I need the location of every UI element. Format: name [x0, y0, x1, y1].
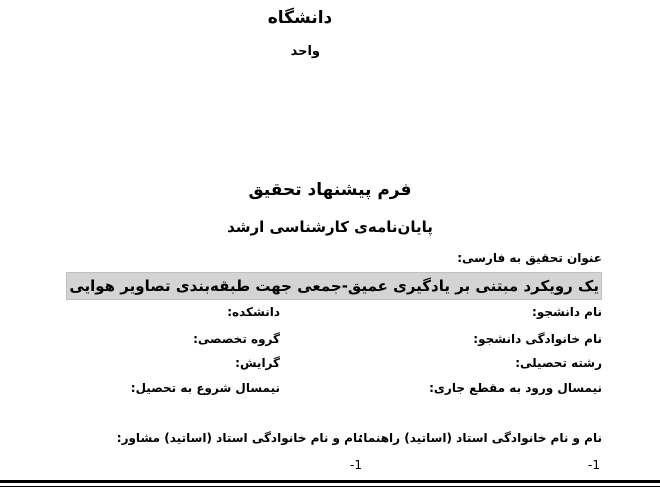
footer-divider-thick: [0, 480, 660, 483]
advisor-label: نام و نام خانوادگی استاد (اساتید) راهنما:: [358, 431, 602, 445]
field-of-study-label: رشته تحصیلی:: [515, 356, 602, 370]
student-family-name-label: نام خانوادگی دانشجو:: [473, 332, 602, 346]
consultant-item-1: -1: [350, 458, 362, 472]
form-subtitle: پایان‌نامه‌ی کارشناسی ارشد: [227, 218, 433, 236]
consultant-label: نام و نام خانوادگی استاد (اساتید) مشاور:: [116, 431, 362, 445]
research-title-label: عنوان تحقیق به فارسی:: [457, 251, 602, 265]
unit-label: واحد: [290, 44, 320, 59]
start-semester-label: نیمسال شروع به تحصیل:: [130, 381, 280, 395]
entry-semester-label: نیمسال ورود به مقطع جاری:: [429, 381, 602, 395]
university-label: دانشگاه: [267, 8, 333, 28]
research-title-field[interactable]: یک رویکرد مبتنی بر یادگیری عمیق-جمعی جهت طبقه‌بندی تصاویر هوایی: [66, 272, 602, 300]
advisor-item-1: -1: [588, 458, 600, 472]
footer-divider-thin: [0, 486, 660, 487]
student-name-label: نام دانشجو:: [532, 305, 602, 319]
faculty-label: دانشکده:: [227, 305, 280, 319]
specialized-group-label: گروه تخصصی:: [193, 332, 280, 346]
orientation-label: گرایش:: [235, 356, 280, 370]
form-title: فرم پیشنهاد تحقیق: [248, 180, 412, 200]
